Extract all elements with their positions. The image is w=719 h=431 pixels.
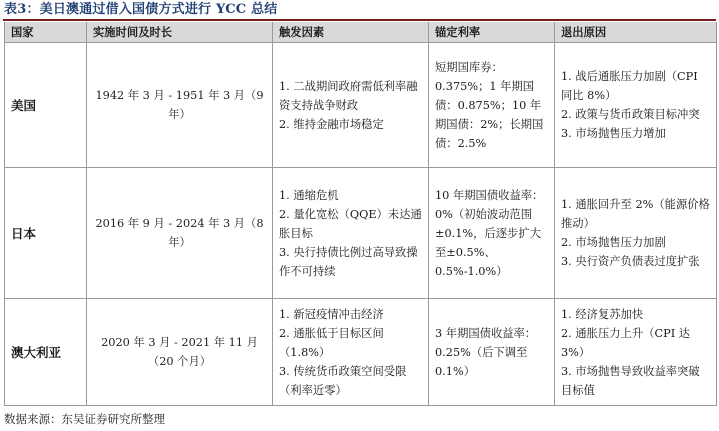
country-cell: 澳大利亚 <box>5 299 87 406</box>
country-cell: 日本 <box>5 168 87 299</box>
ycc-summary-table <box>4 22 717 406</box>
exit-cell <box>555 43 717 168</box>
anchor-cell: 短期国库券：0.375%；1 年期国债：0.875%；10 年期国债：2%；长期国债：2.5% <box>429 43 555 168</box>
caption-rule <box>3 19 716 21</box>
trigger-item: 1. 新冠疫情冲击经济 <box>279 307 384 321</box>
trigger-item: 1. 通缩危机 <box>279 188 339 202</box>
country-cell: 美国 <box>5 43 87 168</box>
exit-cell <box>555 299 717 406</box>
trigger-item: 2. 量化宽松（QQE）未达通胀目标 <box>279 207 422 240</box>
exit-item: 3. 市场抛售压力增加 <box>561 127 666 140</box>
anchor-cell: 10 年期国债收益率：0%（初始波动范围±0.1%，后逐步扩大至±0.5%、0.5%-1.0%） <box>429 168 555 299</box>
trigger-item: 1. 二战期间政府需低利率融资支持战争财政 <box>279 79 418 112</box>
table-row-us <box>5 43 717 168</box>
exit-item: 1. 通胀回升至 2%（能源价格推动） <box>561 198 710 230</box>
exit-item: 3. 央行资产负债表过度扩张 <box>561 255 700 268</box>
exit-item: 3. 市场抛售导致收益率突破目标值 <box>561 364 700 397</box>
header-country: 国家 <box>5 22 87 43</box>
period-cell: 2016 年 9 月 - 2024 年 3 月（8 年） <box>87 168 273 299</box>
triggers-cell <box>273 299 429 406</box>
trigger-item: 2. 通胀低于目标区间（1.8%） <box>279 326 384 359</box>
table-row-australia <box>5 299 717 406</box>
trigger-item: 3. 传统货币政策空间受限（利率近零） <box>279 364 407 397</box>
header-anchor: 锚定利率 <box>429 22 555 43</box>
header-period: 实施时间及时长 <box>87 22 273 43</box>
table-header-row <box>5 22 717 43</box>
header-triggers: 触发因素 <box>273 22 429 43</box>
table-caption: 表3：美日澳通过借入国债方式进行 YCC 总结 <box>4 2 278 17</box>
period-cell: 2020 年 3 月 - 2021 年 11 月（20 个月） <box>87 299 273 406</box>
trigger-item: 2. 维持金融市场稳定 <box>279 117 384 131</box>
header-exit: 退出原因 <box>555 22 717 43</box>
exit-item: 1. 战后通胀压力加剧（CPI 同比 8%） <box>561 70 698 102</box>
exit-cell <box>555 168 717 299</box>
exit-item: 1. 经济复苏加快 <box>561 307 644 321</box>
trigger-item: 3. 央行持债比例过高导致操作不可持续 <box>279 245 418 278</box>
period-cell: 1942 年 3 月 - 1951 年 3 月（9 年） <box>87 43 273 168</box>
exit-item: 2. 政策与货币政策目标冲突 <box>561 108 700 121</box>
exit-item: 2. 市场抛售压力加剧 <box>561 236 666 249</box>
data-source-note: 数据来源：东吴证券研究所整理 <box>4 412 165 426</box>
triggers-cell <box>273 168 429 299</box>
table-row-japan <box>5 168 717 299</box>
triggers-cell <box>273 43 429 168</box>
anchor-cell: 3 年期国债收益率：0.25%（后下调至 0.1%） <box>429 299 555 406</box>
exit-item: 2. 通胀压力上升（CPI 达 3%） <box>561 326 691 359</box>
